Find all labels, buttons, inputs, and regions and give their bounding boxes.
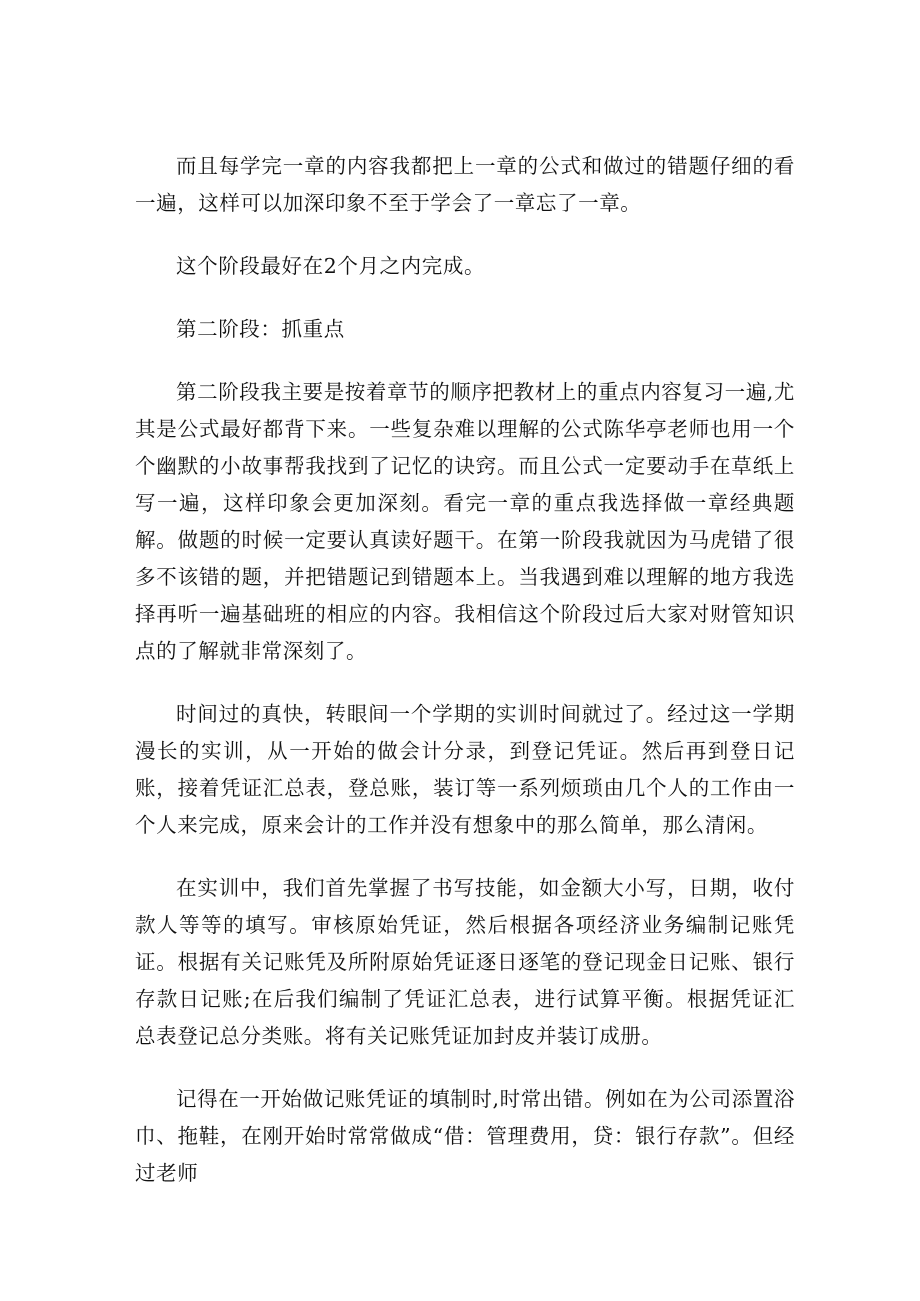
- paragraph-2: 这个阶段最好在2个月之内完成。: [176, 254, 486, 278]
- paragraph-6: 记得在一开始做记账凭证的填制时,时常出错。例如在为公司添置浴巾、拖鞋，在刚开始时常常做成“借：管理费用，贷：银行存款”。但经过老师: [135, 1087, 796, 1185]
- paragraph-5: 在实训中，我们首先掌握了书写技能，如金额大小写，日期，收付款人等等的填写。审核原始凭证，然后根据各项经济业务编制记账凭证。根据有关记账凭及所附原始凭证逐日逐笔的登记现金日记账、银行存款日记账;在后我们编制了凭证汇总表，进行试算平衡。根据凭证汇总表登记总分类账。将有关记账凭证加封皮并装订成册。: [135, 876, 795, 1048]
- paragraph-1: 而且每学完一章的内容我都把上一章的公式和做过的错题仔细的看一遍，这样可以加深印象不至于学会了一章忘了一章。: [135, 154, 795, 215]
- paragraph-4: 时间过的真快，转眼间一个学期的实训时间就过了。经过这一学期漫长的实训，从一开始的做会计分录，到登记凭证。然后再到登日记账，接着凭证汇总表，登总账，装订等一系列烦琐由几个人的工作由一个人来完成，原来会计的工作并没有想象中的那么简单，那么清闲。: [135, 702, 795, 837]
- paragraph-3: 第二阶段我主要是按着章节的顺序把教材上的重点内容复习一遍,尤其是公式最好都背下来。一些复杂难以理解的公式陈华亭老师也用一个个幽默的小故事帮我找到了记忆的诀窍。而且公式一定要动手在草纸上写一遍，这样印象会更加深刻。看完一章的重点我选择做一章经典题解。做题的时候一定要认真读好题干。在第一阶段我就因为马虎错了很多不该错的题，并把错题记到错题本上。当我遇到难以理解的地方我选择再听一遍基础班的相应的内容。我相信这个阶段过后大家对财管知识点的了解就非常深刻了。: [135, 380, 796, 663]
- document-body: [135, 148, 795, 1218]
- section-heading: 第二阶段：抓重点: [176, 317, 345, 341]
